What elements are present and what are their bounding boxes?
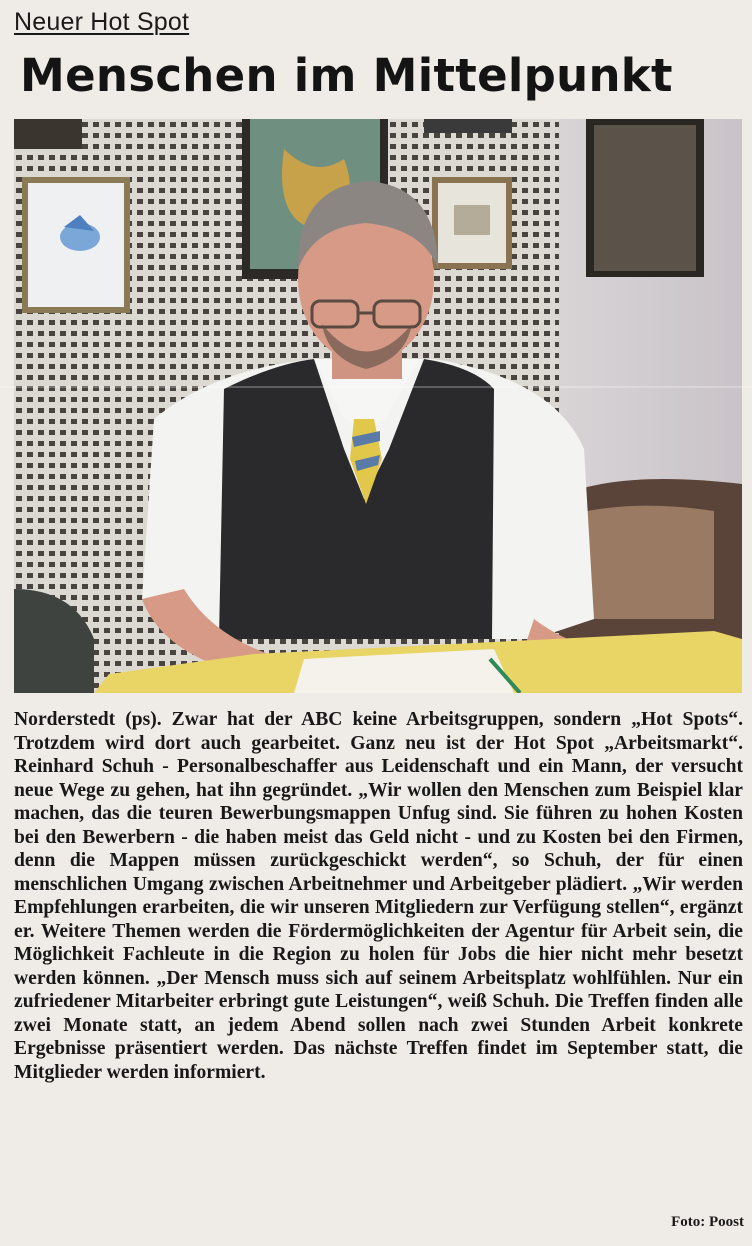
wall-picture-small (432, 177, 512, 269)
wall-picture-bird (22, 177, 130, 313)
kicker-label: Neuer Hot Spot (14, 8, 190, 36)
article-photo (14, 119, 742, 693)
paper-fold (0, 386, 752, 388)
photo-credit: Foto: Poost (671, 1214, 744, 1230)
wall-picture-right (586, 119, 704, 277)
article-body: Norderstedt (ps). Zwar hat der ABC keine Arbeitsgruppen, sondern „Hot Spots“. Trotzdem wird dort auch gearbeitet. Ganz neu ist der Hot Spot „Arbeitsmarkt“. Reinhard Schuh - Personalbeschaffer aus Leidenschaft und ein Mann, der versucht neue Wege zu gehen, hat ihn gegründet. „Wir wollen den Menschen zum Beispiel klar machen, das die teuren Bewerbungsmappen Unfug sind. Sie führen zu hohen Kosten bei den Bewerbern - die haben meist das Geld nicht - und zu Kosten bei den Firmen, denn die Mappen müssen zurückgeschickt werden“, so Schuh, der für einen menschlichen Umgang zwischen Arbeitnehmer und Arbeitgeber plädiert. „Wir werden Empfehlungen erarbeiten, die wir unseren Mitgliedern zur Verfügung stellen“, ergänzt er. Weitere Themen werden die Fördermöglichkeiten der Agentur für Arbeit sein, die Möglichkeit Fachleute in die Region zu holen für Jobs die hier nicht mehr besetzt werden können. „Der Mensch muss sich auf seinem Arbeitsplatz wohlfühlen. Nur ein zufriedener Mitarbeiter erbringt gute Leistungen“, weiß Schuh. Die Treffen finden alle zwei Monate statt, an jedem Abend sollen nach zwei Stunden Arbeit konkrete Ergebnisse präsentiert werden. Das nächste Treffen findet im September statt, die Mitglieder werden informiert. (14, 709, 743, 1083)
headline: Menschen im Mittelpunkt (20, 49, 673, 102)
